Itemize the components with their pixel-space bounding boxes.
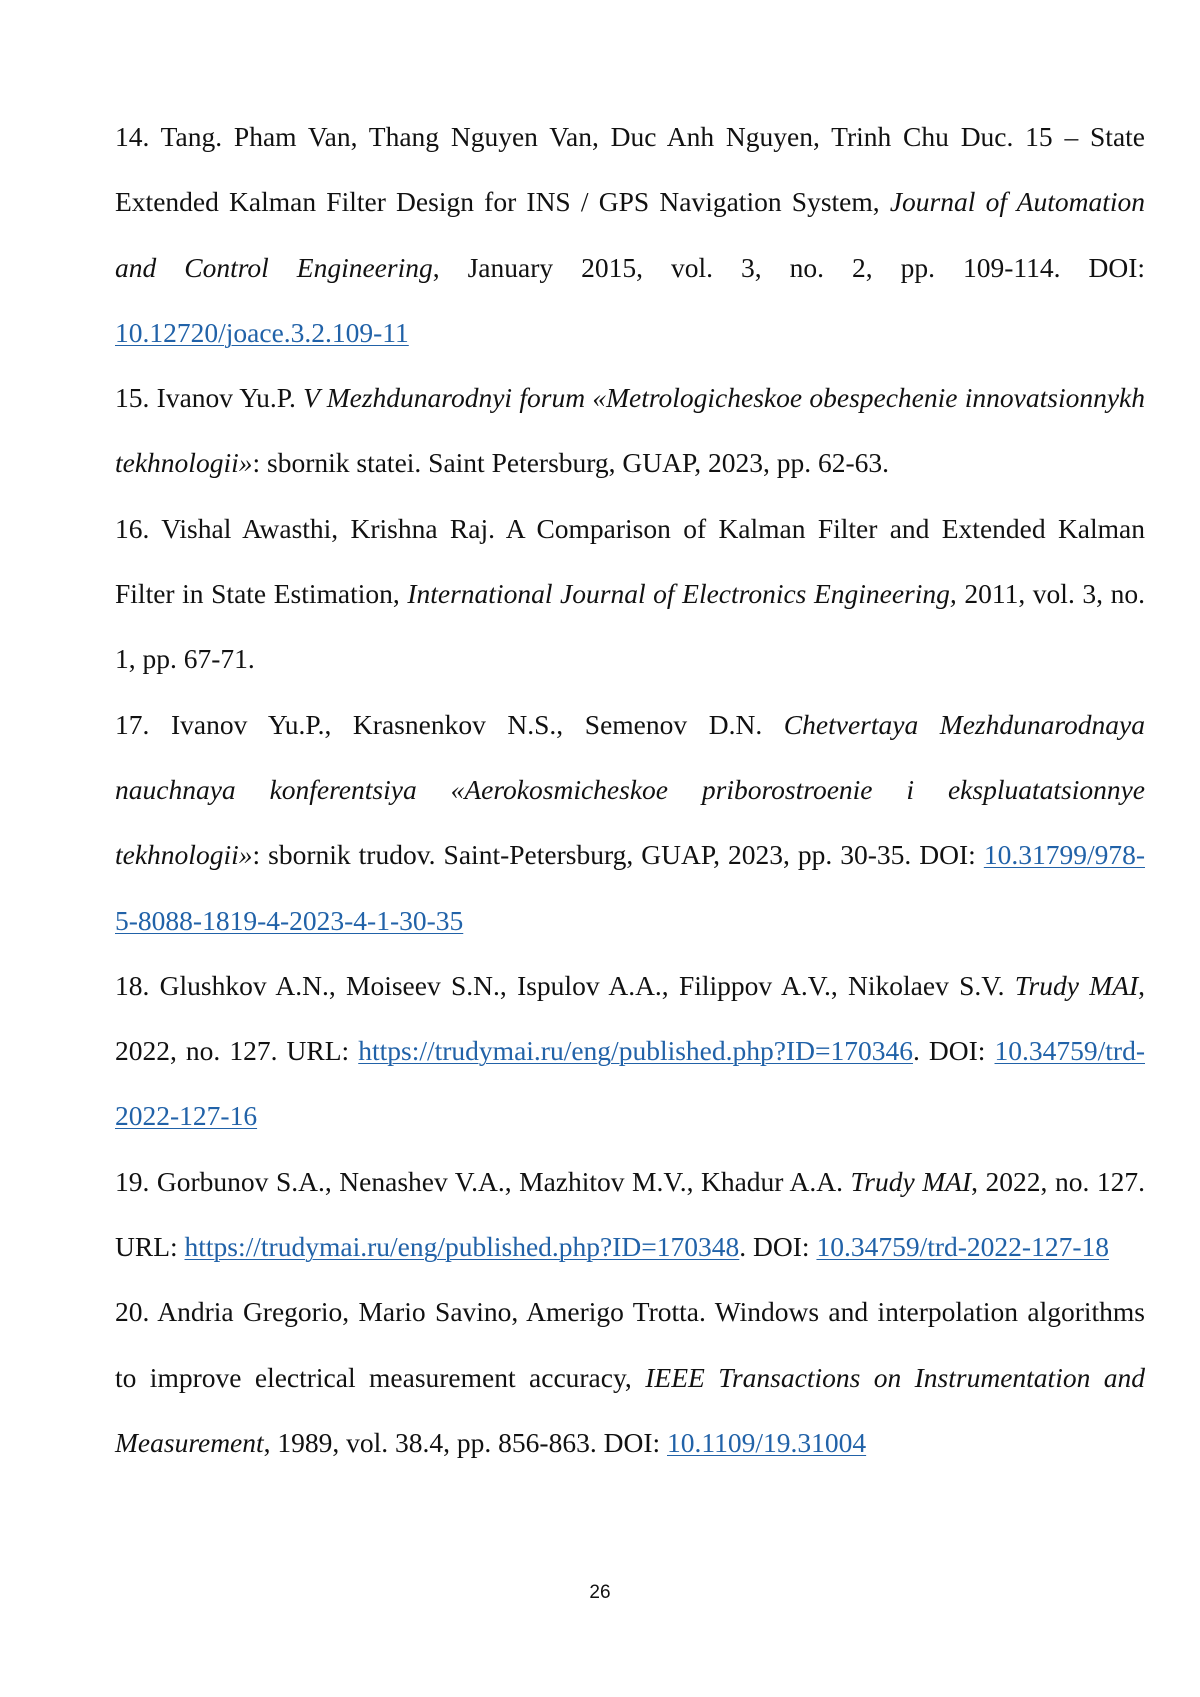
reference-authors: 16. Vishal Awasthi, Krishna Raj. A Comparison of Kalman Filter and Extended Kalman Filter in State Estimation, bbox=[115, 512, 1145, 610]
reference-journal: Chetvertaya Mezhdunarodnaya nauchnaya konferentsiya «Aerokosmicheskoe priborostroenie i ekspluatatsionnye tekhnologii» bbox=[115, 708, 1145, 871]
reference-journal: Trudy MAI bbox=[1014, 969, 1139, 1001]
reference-item-20 bbox=[115, 1279, 1145, 1475]
doi-link[interactable]: 10.12720/joace.3.2.109-11 bbox=[115, 316, 409, 348]
reference-details: : sbornik statei. Saint Petersburg, GUAP, 2023, pp. 62-63. bbox=[252, 447, 890, 479]
doi-link[interactable]: 10.31799/978-5-8088-1819-4-2023-4-1-30-35 bbox=[115, 839, 1145, 936]
reference-details: , 2022, no. 127. URL: bbox=[115, 969, 1145, 1067]
reference-list bbox=[115, 104, 1145, 1475]
reference-separator: . DOI: bbox=[913, 1035, 995, 1067]
reference-journal: Trudy MAI bbox=[850, 1165, 972, 1197]
reference-details: , January 2015, vol. 3, no. 2, pp. 109-114. DOI: bbox=[432, 251, 1145, 283]
reference-item-14 bbox=[115, 104, 1145, 365]
reference-item-15 bbox=[115, 365, 1145, 496]
doi-link[interactable]: 10.1109/19.31004 bbox=[667, 1426, 867, 1458]
reference-separator: . DOI: bbox=[739, 1231, 817, 1263]
reference-authors: 19. Gorbunov S.A., Nenashev V.A., Mazhitov M.V., Khadur A.A. bbox=[115, 1165, 851, 1197]
reference-item-17 bbox=[115, 692, 1145, 953]
url-link[interactable]: https://trudymai.ru/eng/published.php?ID=170348 bbox=[184, 1231, 740, 1263]
reference-details: , 2022, no. 127. URL: bbox=[115, 1165, 1145, 1263]
reference-details: , 1989, vol. 38.4, pp. 856-863. DOI: bbox=[263, 1426, 667, 1458]
reference-authors: 17. Ivanov Yu.P., Krasnenkov N.S., Semenov D.N. bbox=[115, 708, 784, 740]
doi-link[interactable]: 10.34759/trd-2022-127-18 bbox=[816, 1231, 1109, 1263]
reference-item-16 bbox=[115, 496, 1145, 692]
reference-authors: 18. Glushkov A.N., Moiseev S.N., Ispulov A.A., Filippov A.V., Nikolaev S.V. bbox=[115, 969, 1015, 1001]
url-link[interactable]: https://trudymai.ru/eng/published.php?ID=170346 bbox=[358, 1035, 913, 1067]
reference-authors: 14. Tang. Pham Van, Thang Nguyen Van, Duc Anh Nguyen, Trinh Chu Duc. 15 – State Extended Kalman Filter Design for INS / GPS Navigation System, bbox=[115, 121, 1145, 218]
reference-journal: Journal of Automation and Control Engineering bbox=[115, 186, 1145, 283]
reference-journal: V Mezhdunarodnyi forum «Metrologicheskoe obespechenie innovatsionnykh tekhnologii» bbox=[115, 382, 1146, 479]
reference-details: 2011, vol. 3, no. 1, pp. 67-71. bbox=[115, 578, 1145, 675]
reference-item-18 bbox=[115, 953, 1145, 1149]
doi-link[interactable]: 10.34759/trd-2022-127-16 bbox=[115, 1035, 1145, 1132]
reference-journal: IEEE Transactions on Instrumentation and Measurement bbox=[115, 1361, 1145, 1458]
reference-journal: International Journal of Electronics Engineering, bbox=[407, 578, 957, 610]
reference-item-19 bbox=[115, 1149, 1145, 1280]
reference-authors: 15. Ivanov Yu.P. bbox=[115, 382, 304, 414]
reference-authors: 20. Andria Gregorio, Mario Savino, Amerigo Trotta. Windows and interpolation algorithms to improve electrical measurement accuracy, bbox=[115, 1296, 1145, 1393]
reference-details: : sbornik trudov. Saint-Petersburg, GUAP, 2023, pp. 30-35. DOI: bbox=[252, 839, 984, 871]
page-number: 26 bbox=[589, 1582, 611, 1603]
